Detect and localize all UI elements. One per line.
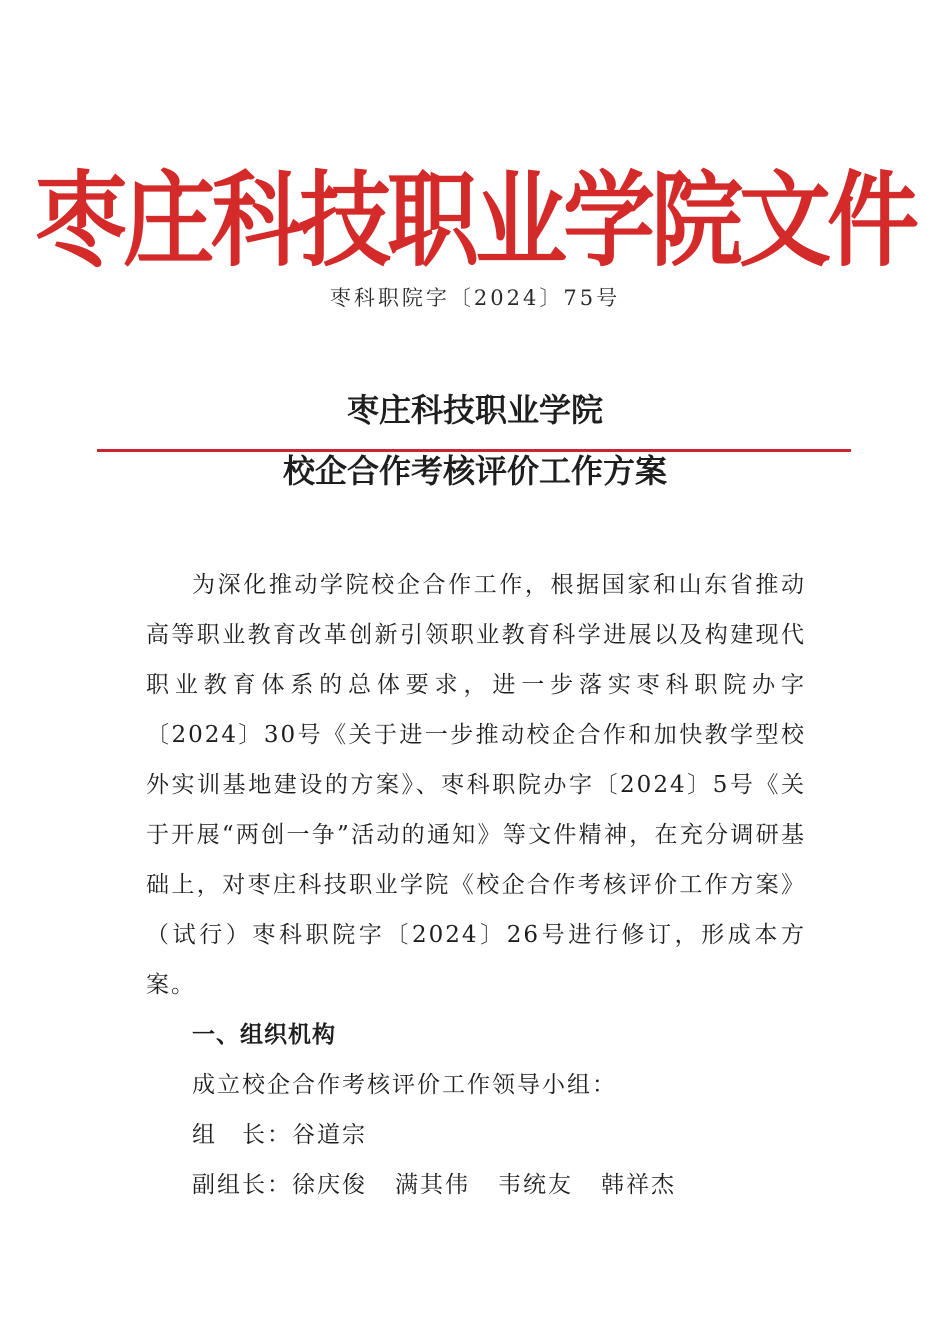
deputy-label: 副组长： <box>192 1172 292 1198</box>
deputy-name: 徐庆俊 <box>292 1172 367 1198</box>
deputy-name: 满其伟 <box>395 1172 470 1198</box>
organization-title: 枣庄科技职业学院 <box>346 391 603 429</box>
section-heading-organization: 一、组织机构 <box>192 1022 336 1048</box>
leader-label: 组 长： <box>192 1122 292 1148</box>
deputy-name: 韦统友 <box>498 1172 573 1198</box>
masthead-title: 枣庄科技职业学院文件 <box>34 159 915 281</box>
document-title: 校企合作考核评价工作方案 <box>282 452 667 490</box>
intro-paragraph: 为深化推动学院校企合作工作，根据国家和山东省推动高等职业教育改革创新引领职业教育科学进展以及构建现代职业教育体系的总体要求，进一步落实枣科职院办字〔2024〕30号《关于进一步推动校企合作和加快教学型校外实训基地建设的方案》、枣科职院办字〔2024〕5号《关于开展“两创一争”活动的通知》等文件精神，在充分调研基础上，对枣庄科技职业学院《校企合作考核评价工作方案》（试行）枣科职院字〔2024〕26号进行修订，形成本方案。 <box>146 572 806 998</box>
section-intro-line: 成立校企合作考核评价工作领导小组： <box>192 1072 617 1098</box>
deputy-name: 韩祥杰 <box>601 1172 676 1198</box>
deputy-leaders-line <box>146 1160 806 1210</box>
leader-name: 谷道宗 <box>292 1122 367 1148</box>
document-number: 枣科职院字〔2024〕75号 <box>329 286 621 310</box>
document-body <box>146 560 806 1210</box>
leader-line <box>146 1110 806 1160</box>
